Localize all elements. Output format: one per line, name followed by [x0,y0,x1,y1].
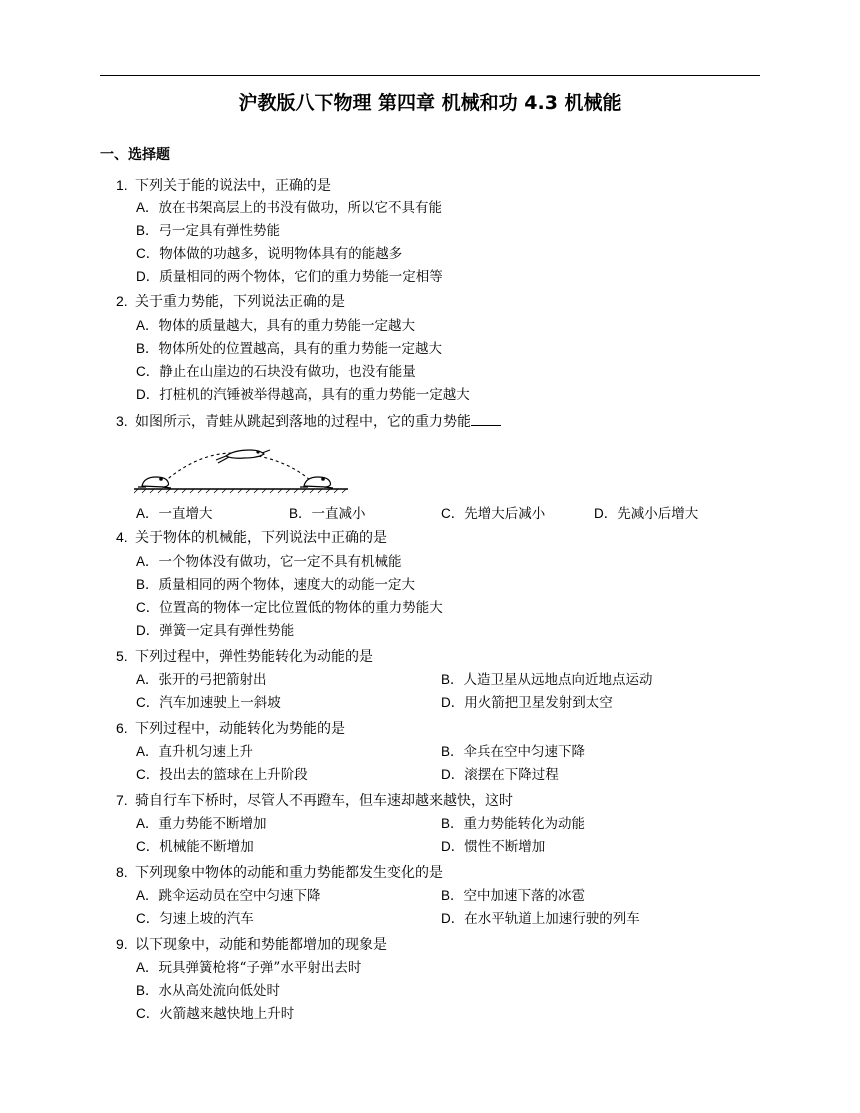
option-1b: B．弓一定具有弹性势能 [136,223,281,239]
header-rule [100,75,760,76]
option-4a: A．一个物体没有做功，它一定不具有机械能 [136,554,402,570]
option-3d: D．先减小后增大 [594,506,699,522]
option-7c: C．机械能不断增加 [136,839,254,855]
option-8c: C．匀速上坡的汽车 [136,911,254,927]
option-5a: A．张开的弓把箭射出 [136,672,267,688]
question-number: 8. [116,864,128,880]
option-1c: C．物体做的功越多，说明物体具有的能越多 [136,246,403,262]
question-5 [116,647,373,666]
question-number: 6. [116,720,128,736]
option-1d: D．质量相同的两个物体，它们的重力势能一定相等 [136,269,443,285]
frog-start [138,477,171,488]
question-9 [116,935,387,954]
question-text: 下列过程中，动能转化为势能的是 [135,721,345,737]
question-number: 4. [116,529,128,545]
question-1 [116,176,331,195]
question-text: 下列关于能的说法中，正确的是 [135,178,331,194]
question-text: 关于重力势能，下列说法正确的是 [135,294,345,310]
question-number: 5. [116,648,128,664]
option-2c: C．静止在山崖边的石块没有做功，也没有能量 [136,364,416,380]
frog-jump-figure [134,444,350,494]
frog-landing [300,477,333,488]
option-7b: B．重力势能转化为动能 [441,816,586,832]
page-title: 沪教版八下物理 第四章 机械和功 4.3 机械能 [238,92,622,114]
frog-mid-air [216,450,270,463]
option-3c: C．先增大后减小 [441,506,546,522]
option-6a: A．直升机匀速上升 [136,744,254,760]
question-text: 下列现象中物体的动能和重力势能都发生变化的是 [135,865,443,881]
option-4c: C．位置高的物体一定比位置低的物体的重力势能大 [136,600,443,616]
section-heading: 一、选择题 [100,147,170,163]
option-8b: B．空中加速下落的冰雹 [441,888,586,904]
option-9b: B．水从高处流向低处时 [136,983,281,999]
option-4d: D．弹簧一定具有弹性势能 [136,623,295,639]
option-3a: A．一直增大 [136,506,213,522]
answer-blank [471,411,501,426]
question-number: 9. [116,936,128,952]
question-text: 如图所示，青蛙从跳起到落地的过程中，它的重力势能 [135,414,471,430]
question-text: 下列过程中，弹性势能转化为动能的是 [135,649,373,665]
option-4b: B．质量相同的两个物体，速度大的动能一定大 [136,577,416,593]
option-7d: D．惯性不断增加 [441,839,546,855]
option-8d: D．在水平轨道上加速行驶的列车 [441,911,640,927]
option-9a: A．玩具弹簧枪将“子弹”水平射出去时 [136,960,362,976]
option-6d: D．滚摆在下降过程 [441,767,559,783]
option-9c: C．火箭越来越快地上升时 [136,1006,295,1022]
question-number: 2. [116,293,128,309]
question-number: 1. [116,177,128,193]
option-1a: A．放在书架高层上的书没有做功，所以它不具有能 [136,200,443,216]
option-6c: C．投出去的篮球在上升阶段 [136,767,308,783]
option-5c: C．汽车加速驶上一斜坡 [136,695,281,711]
option-2d: D．打桩机的汽锤被举得越高，具有的重力势能一定越大 [136,387,470,403]
option-8a: A．跳伞运动员在空中匀速下降 [136,888,321,904]
question-text: 关于物体的机械能，下列说法中正确的是 [135,530,387,546]
question-3 [116,411,501,431]
option-5d: D．用火箭把卫星发射到太空 [441,695,613,711]
question-8 [116,863,443,882]
option-3b: B．一直减小 [289,506,366,522]
question-4 [116,528,387,547]
option-2a: A．物体的质量越大，具有的重力势能一定越大 [136,318,416,334]
question-number: 7. [116,792,128,808]
question-6 [116,719,345,738]
question-2 [116,292,345,311]
option-6b: B．伞兵在空中匀速下降 [441,744,586,760]
question-text: 骑自行车下桥时，尽管人不再蹬车，但车速却越来越快，这时 [135,793,513,809]
option-7a: A．重力势能不断增加 [136,816,267,832]
question-text: 以下现象中，动能和势能都增加的现象是 [135,937,387,953]
question-7 [116,791,513,810]
option-5b: B．人造卫星从远地点向近地点运动 [441,672,653,688]
question-number: 3. [116,413,128,429]
option-2b: B．物体所处的位置越高，具有的重力势能一定越大 [136,341,443,357]
